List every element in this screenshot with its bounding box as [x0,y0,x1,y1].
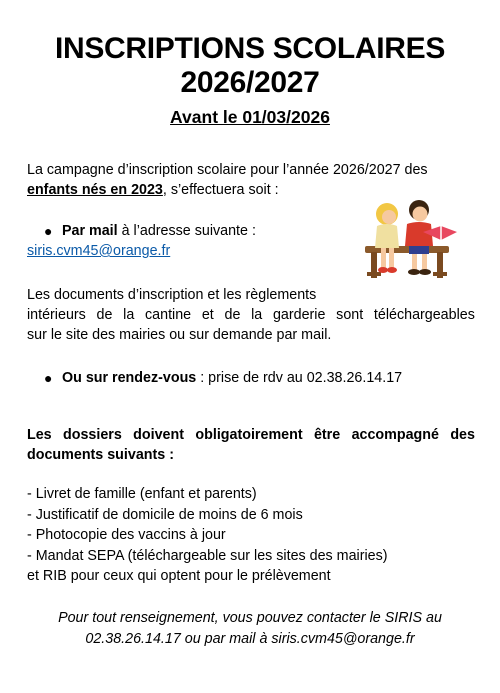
bullet-icon: ● [44,223,53,239]
intro-highlight: enfants nés en 2023 [27,182,163,198]
title-line-1: INSCRIPTIONS SCOLAIRES [54,32,446,65]
option-rdv-text [62,368,402,388]
boy-shorts [409,246,429,254]
word: intérieurs [27,307,86,323]
option-mail-text [62,221,256,241]
bullet-icon: ● [44,370,53,386]
girl-dress [375,224,399,248]
boy-shoe-left [408,269,420,275]
boy-leg-left [412,254,417,270]
intro-text-before: La campagne d’inscription scolaire pour l’année 2026/2027 des [27,162,428,178]
documents-list [27,484,475,587]
word: garderie [272,307,326,323]
word: dossiers [63,427,122,443]
option-mail-label: à l’adresse suivante : [117,223,256,239]
intro-paragraph [27,160,475,200]
option-rdv-label: : prise de rdv au 02.38.26.14.17 [196,370,403,386]
documents-note-line-3: sur le site des mairies ou sur demande par mail. [27,327,332,343]
footer-contact [0,608,500,650]
intro-text-after: , s’effectuera soit : [162,182,279,198]
bench-foot-left [367,272,381,276]
word: téléchargeables [373,307,475,323]
word: accompagné [351,427,439,443]
word: la [123,307,135,323]
option-mail-bold: Par mail [62,223,118,239]
word: cantine [145,307,192,323]
email-link[interactable]: siris.cvm45@orange.fr [27,243,171,259]
requirements-heading [27,425,475,465]
word: de [96,307,113,323]
documents-note [27,285,475,345]
girl-face [382,210,396,224]
children-reading-on-bench-icon [357,196,469,282]
bench-foot-right [433,272,447,276]
girl-leg-left [381,248,386,268]
word: des [450,427,475,443]
word: Les [27,427,52,443]
boy-shoe-right [419,269,431,275]
list-item: - Mandat SEPA (téléchargeable sur les sites des mairies) [27,547,388,564]
girl-shoe-right [387,267,397,273]
requirements-line-1 [27,425,475,445]
word: et [201,307,214,323]
word: doivent [133,427,185,443]
word: être [313,427,341,443]
girl-leg-right [389,248,394,268]
list-item: - Justificatif de domicile de moins de 6 mois [27,506,303,523]
footer-line-2: 02.38.26.14.17 ou par mail à siris.cvm45@orange.fr [85,631,415,647]
documents-note-line-1: Les documents d’inscription et les règlements [27,287,317,303]
word: la [251,307,263,323]
footer-line-1: Pour tout renseignement, vous pouvez contacter le SIRIS au [58,610,442,626]
requirements-line-2: documents suivants : [27,447,174,463]
word: de [224,307,241,323]
documents-note-line-2 [27,305,475,325]
boy-leg-right [422,254,427,270]
title-line-2: 2026/2027 [180,66,320,99]
list-item: et RIB pour ceux qui optent pour le prélèvement [27,568,331,584]
deadline [0,106,500,128]
list-item: - Photocopie des vaccins à jour [27,527,226,543]
girl-shoe-left [378,267,388,273]
list-item: - Livret de famille (enfant et parents) [27,486,257,502]
word: sont [336,307,364,323]
boy-face [413,207,428,222]
deadline-text: Avant le 01/03/2026 [170,107,330,127]
word: obligatoirement [195,427,303,443]
option-rdv-bold: Ou sur rendez-vous [62,370,197,386]
